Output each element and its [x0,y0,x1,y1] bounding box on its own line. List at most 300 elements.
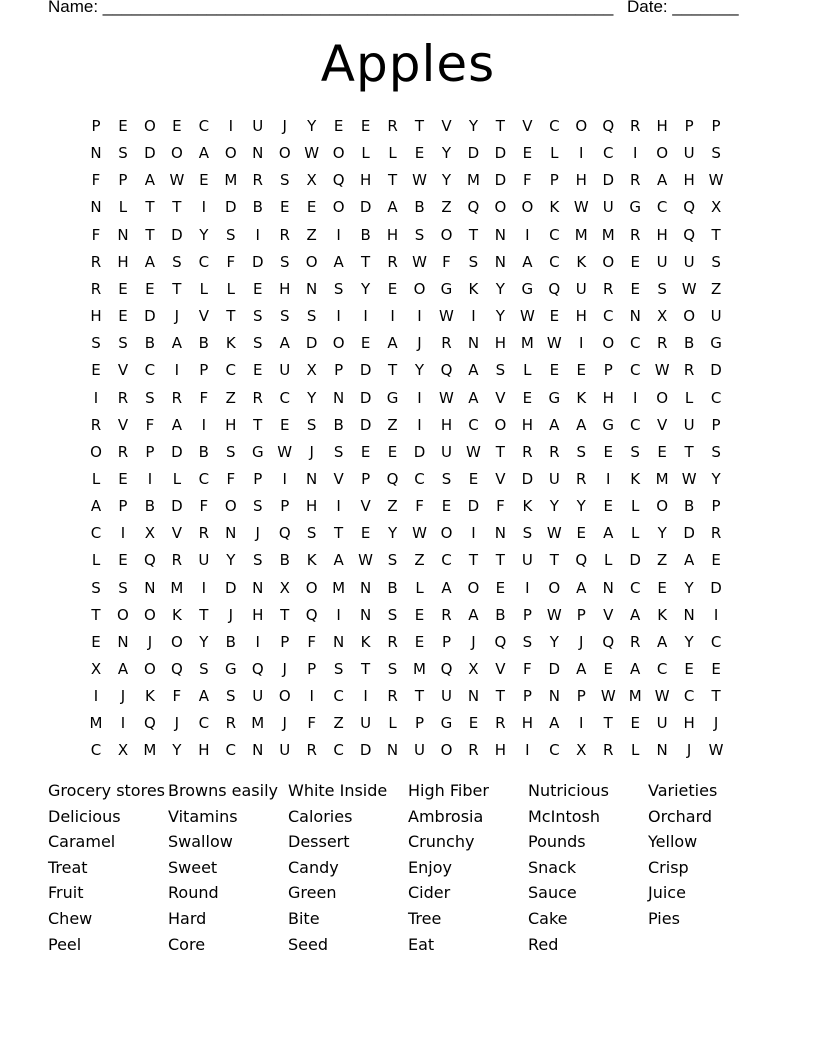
grid-letter: C [441,551,452,570]
grid-letter: S [333,279,344,298]
grid-letter: T [387,361,398,380]
grid-letter: Q [305,605,318,624]
grid-letter: H [575,307,587,326]
grid-letter: C [629,334,641,353]
grid-letter: Q [332,171,345,190]
grid-letter: Z [387,497,398,516]
grid-letter: F [442,252,451,271]
grid-letter: W [546,605,562,624]
grid-letter: S [711,252,721,271]
grid-letter: K [657,605,668,624]
grid-letter: E [91,632,101,651]
grid-letter: E [657,578,667,597]
grid-letter: D [305,334,318,353]
word-search-grid [0,113,816,763]
grid-letter: A [171,415,182,434]
grid-letter: E [279,415,290,434]
grid-letter: S [279,171,290,190]
grid-letter: M [332,578,346,597]
grid-letter: C [90,524,102,543]
grid-letter: O [413,279,426,298]
grid-letter: D [225,198,237,217]
grid-letter: E [253,361,263,380]
word-list-item: Sweet [168,857,218,877]
grid-letter: S [522,632,533,651]
grid-letter: F [523,171,532,190]
grid-letter: K [576,388,587,407]
grid-letter: Y [414,361,425,380]
grid-letter: O [305,252,318,271]
grid-letter: W [708,741,724,760]
grid-letter: U [414,741,425,760]
grid-letter: N [306,469,318,488]
grid-letter: M [170,578,184,597]
grid-letter: I [417,388,422,407]
grid-letter: R [171,551,183,570]
grid-letter: N [252,741,264,760]
grid-letter: W [439,388,454,407]
grid-letter: B [198,334,209,353]
grid-letter: T [226,307,236,326]
grid-letter: V [522,117,533,135]
word-list-item: Bite [288,908,320,928]
grid-letter: F [307,714,316,733]
grid-letter: V [360,497,371,516]
grid-letter: B [360,225,371,244]
grid-letter: D [359,198,372,217]
grid-letter: I [632,144,638,163]
grid-letter: C [549,117,560,135]
grid-letter: E [522,144,533,163]
grid-letter: C [656,660,668,678]
grid-letter: G [548,388,561,407]
grid-letter: O [144,660,156,678]
word-list-item: Caramel [48,832,116,852]
grid-letter: A [683,551,695,570]
grid-letter: B [225,632,236,651]
grid-letter: X [306,361,317,380]
grid-letter: C [414,469,425,488]
grid-letter: O [656,144,669,163]
grid-letter: K [576,252,587,271]
grid-letter: A [630,660,641,678]
grid-letter: S [387,660,398,678]
grid-letter: J [471,632,476,651]
grid-letter: Y [468,117,479,135]
grid-letter: Q [386,469,399,488]
grid-letter: K [468,279,479,298]
word-list-item: Dessert [288,832,350,852]
grid-letter: E [522,388,533,407]
grid-letter: I [417,307,422,326]
grid-letter: I [201,415,207,434]
grid-letter: Y [576,497,586,516]
grid-letter: R [279,225,290,244]
grid-letter: R [387,117,398,135]
word-list-item: Fruit [48,883,84,903]
grid-letter: I [363,687,368,706]
grid-letter: E [549,361,560,380]
grid-letter: L [631,524,640,543]
grid-letter: D [359,741,372,760]
grid-letter: A [171,334,182,353]
grid-letter: D [171,497,183,516]
grid-letter: A [657,171,668,190]
grid-letter: C [198,252,210,271]
grid-letter: P [711,117,721,135]
grid-letter: E [360,442,371,461]
grid-letter: W [573,198,589,217]
grid-letter: N [683,605,695,624]
grid-letter: F [172,687,182,706]
grid-letter: X [468,660,479,678]
grid-letter: W [277,442,293,461]
grid-letter: T [172,198,182,217]
grid-letter: K [549,198,560,217]
grid-letter: J [686,741,692,760]
grid-letter: S [306,415,317,434]
grid-letter: E [360,524,371,543]
grid-letter: U [548,469,560,488]
grid-letter: T [684,442,694,461]
grid-letter: L [388,714,397,733]
grid-letter: N [252,578,264,597]
grid-letter: N [602,578,614,597]
grid-letter: J [309,442,314,461]
grid-letter: Q [683,225,696,244]
grid-letter: P [441,632,451,651]
grid-letter: T [334,524,344,543]
grid-letter: S [711,144,721,163]
grid-letter: P [280,632,290,651]
grid-letter: D [359,361,372,380]
grid-letter: S [226,225,236,244]
grid-letter: P [603,361,613,380]
grid-letter: B [414,198,425,217]
grid-letter: R [171,388,183,407]
grid-letter: W [654,361,670,380]
grid-letter: H [90,307,102,326]
grid-letter: R [252,388,263,407]
grid-letter: H [359,171,372,190]
grid-letter: Y [684,632,694,651]
grid-letter: A [387,198,398,217]
grid-letter: I [579,334,584,353]
grid-letter: A [549,415,560,434]
grid-letter: R [252,171,263,190]
grid-letter: P [711,497,721,516]
grid-letter: Q [467,198,480,217]
grid-letter: P [522,687,532,706]
grid-letter: X [279,578,290,597]
grid-letter: R [549,442,560,461]
grid-letter: F [199,497,209,516]
grid-letter: U [656,252,668,271]
grid-letter: D [629,551,641,570]
grid-letter: W [681,469,697,488]
grid-letter: C [144,361,156,380]
grid-letter: C [333,687,344,706]
grid-letter: C [549,252,560,271]
grid-letter: O [224,497,237,516]
grid-letter: R [306,741,317,760]
grid-letter: A [198,687,209,706]
word-list-item: Ambrosia [408,806,484,826]
grid-letter: D [602,171,615,190]
grid-letter: L [631,497,640,516]
grid-letter: H [602,388,614,407]
word-list-item: Cake [528,908,568,928]
grid-letter: B [333,415,344,434]
grid-letter: T [387,171,398,190]
word-list-item: Red [528,934,559,954]
grid-letter: T [361,660,371,678]
grid-letter: E [603,497,613,516]
grid-letter: Y [495,307,505,326]
grid-letter: C [549,225,560,244]
grid-letter: Q [440,660,453,678]
grid-letter: N [225,524,237,543]
grid-letter: P [334,361,344,380]
grid-letter: O [575,117,588,135]
grid-letter: S [252,307,263,326]
grid-letter: I [363,307,368,326]
grid-letter: L [604,551,613,570]
grid-letter: U [440,442,452,461]
grid-letter: U [602,198,614,217]
grid-letter: O [144,605,156,624]
grid-letter: H [279,279,291,298]
grid-letter: R [495,714,506,733]
grid-letter: S [306,307,317,326]
grid-letter: Z [710,279,722,298]
grid-letter: W [169,171,185,190]
grid-letter: H [386,225,399,244]
grid-letter: S [387,551,398,570]
grid-letter: E [414,605,425,624]
word-list-item: Sauce [528,883,577,903]
grid-letter: S [333,442,344,461]
grid-letter: G [440,279,453,298]
grid-letter: M [655,469,669,488]
grid-letter: C [656,198,668,217]
grid-letter: C [279,388,290,407]
grid-letter: W [412,252,427,271]
grid-letter: L [91,469,101,488]
grid-letter: A [144,171,156,190]
grid-letter: A [144,252,156,271]
grid-letter: N [117,225,129,244]
word-list-item: High Fiber [408,781,489,800]
grid-letter: I [390,307,395,326]
grid-letter: R [90,279,102,298]
grid-letter: E [172,117,182,135]
grid-letter: E [630,252,640,271]
grid-letter: V [117,361,129,380]
grid-letter: S [226,442,236,461]
grid-letter: S [91,334,101,353]
grid-letter: A [657,632,668,651]
grid-letter: H [225,415,237,434]
grid-letter: G [629,198,641,217]
grid-letter: V [603,605,614,624]
grid-letter: Y [495,279,505,298]
grid-letter: J [282,117,287,135]
grid-letter: R [468,741,479,760]
grid-letter: P [549,171,559,190]
grid-letter: A [279,334,290,353]
grid-letter: T [495,117,505,135]
grid-letter: W [654,687,670,706]
grid-letter: V [657,415,668,434]
grid-letter: Z [441,198,452,217]
grid-letter: Q [602,117,615,135]
grid-letter: P [414,714,425,733]
grid-letter: O [278,144,291,163]
grid-letter: D [710,578,722,597]
word-list-item: Treat [48,857,88,877]
grid-letter: A [576,578,587,597]
grid-letter: E [118,307,128,326]
grid-letter: E [603,442,613,461]
grid-letter: I [147,469,153,488]
grid-letter: E [657,442,667,461]
grid-letter: V [333,469,344,488]
grid-letter: T [145,198,155,217]
grid-letter: Y [711,469,721,488]
grid-letter: O [494,415,507,434]
grid-letter: N [90,144,102,163]
grid-letter: T [468,551,479,570]
name-field-label: Name: ______________________________________________________ [48,0,614,16]
grid-letter: D [144,307,156,326]
grid-letter: Y [199,632,209,651]
grid-letter: V [495,469,506,488]
grid-letter: U [683,415,695,434]
grid-letter: K [306,551,317,570]
grid-letter: Y [172,741,182,760]
grid-letter: I [120,524,126,543]
grid-letter: U [279,741,291,760]
word-list [48,778,808,957]
grid-letter: N [386,741,399,760]
grid-letter: P [145,442,155,461]
grid-letter: E [360,117,371,135]
grid-letter: O [440,225,453,244]
grid-letter: Y [657,524,667,543]
grid-letter: N [117,632,129,651]
grid-letter: H [306,497,318,516]
grid-letter: M [413,660,426,678]
word-list-item: White Inside [288,781,388,800]
grid-letter: D [467,144,480,163]
grid-letter: K [171,605,182,624]
grid-letter: W [304,144,320,163]
word-list-item: Peel [48,934,82,954]
grid-letter: I [255,632,260,651]
grid-letter: F [226,469,236,488]
grid-letter: R [441,605,452,624]
grid-letter: O [602,334,615,353]
grid-letter: R [629,171,641,190]
grid-letter: C [629,361,641,380]
grid-letter: P [361,469,371,488]
grid-letter: X [144,524,156,543]
grid-letter: Z [333,714,344,733]
grid-letter: I [336,225,341,244]
grid-letter: Z [414,551,425,570]
grid-letter: E [603,660,613,678]
grid-letter: I [606,469,611,488]
grid-letter: P [307,660,317,678]
grid-letter: T [91,605,101,624]
grid-letter: L [361,144,370,163]
grid-letter: G [251,442,264,461]
grid-letter: E [118,469,128,488]
grid-letter: O [440,741,453,760]
grid-letter: X [306,171,317,190]
grid-letter: S [118,144,128,163]
grid-letter: M [601,225,615,244]
grid-letter: F [415,497,424,516]
grid-letter: I [417,415,422,434]
grid-letter: I [525,741,530,760]
word-list-item: Green [288,883,337,903]
word-list-item: Grocery stores [48,781,165,800]
grid-letter: N [333,388,345,407]
grid-letter: S [576,442,587,461]
grid-letter: I [579,714,584,733]
grid-letter: D [144,144,156,163]
grid-letter: S [252,551,263,570]
grid-letter: Y [226,551,236,570]
grid-letter: F [523,660,532,678]
grid-letter: Y [199,225,209,244]
grid-letter: A [603,524,614,543]
grid-letter: X [576,741,587,760]
grid-letter: L [388,144,397,163]
grid-letter: U [683,252,695,271]
grid-letter: P [118,497,128,516]
grid-letter: S [172,252,182,271]
grid-letter: O [521,198,534,217]
grid-letter: H [252,605,264,624]
grid-letter: F [145,415,155,434]
grid-letter: S [252,497,263,516]
grid-letter: Y [441,171,452,190]
grid-letter: H [656,225,668,244]
grid-letter: X [117,741,129,760]
grid-letter: S [711,442,721,461]
grid-letter: O [683,307,696,326]
grid-letter: P [199,361,209,380]
grid-letter: N [656,741,668,760]
grid-letter: R [710,524,722,543]
grid-letter: A [333,252,344,271]
word-list-item: Varieties [648,781,718,800]
grid-letter: O [332,144,345,163]
grid-letter: P [118,171,128,190]
word-list-item: Swallow [168,832,233,852]
grid-letter: Q [494,632,507,651]
grid-letter: E [414,144,425,163]
grid-letter: Q [548,279,561,298]
grid-letter: R [522,442,533,461]
grid-letter: C [710,388,722,407]
grid-letter: V [171,524,182,543]
grid-letter: J [255,524,260,543]
grid-letter: O [548,578,561,597]
